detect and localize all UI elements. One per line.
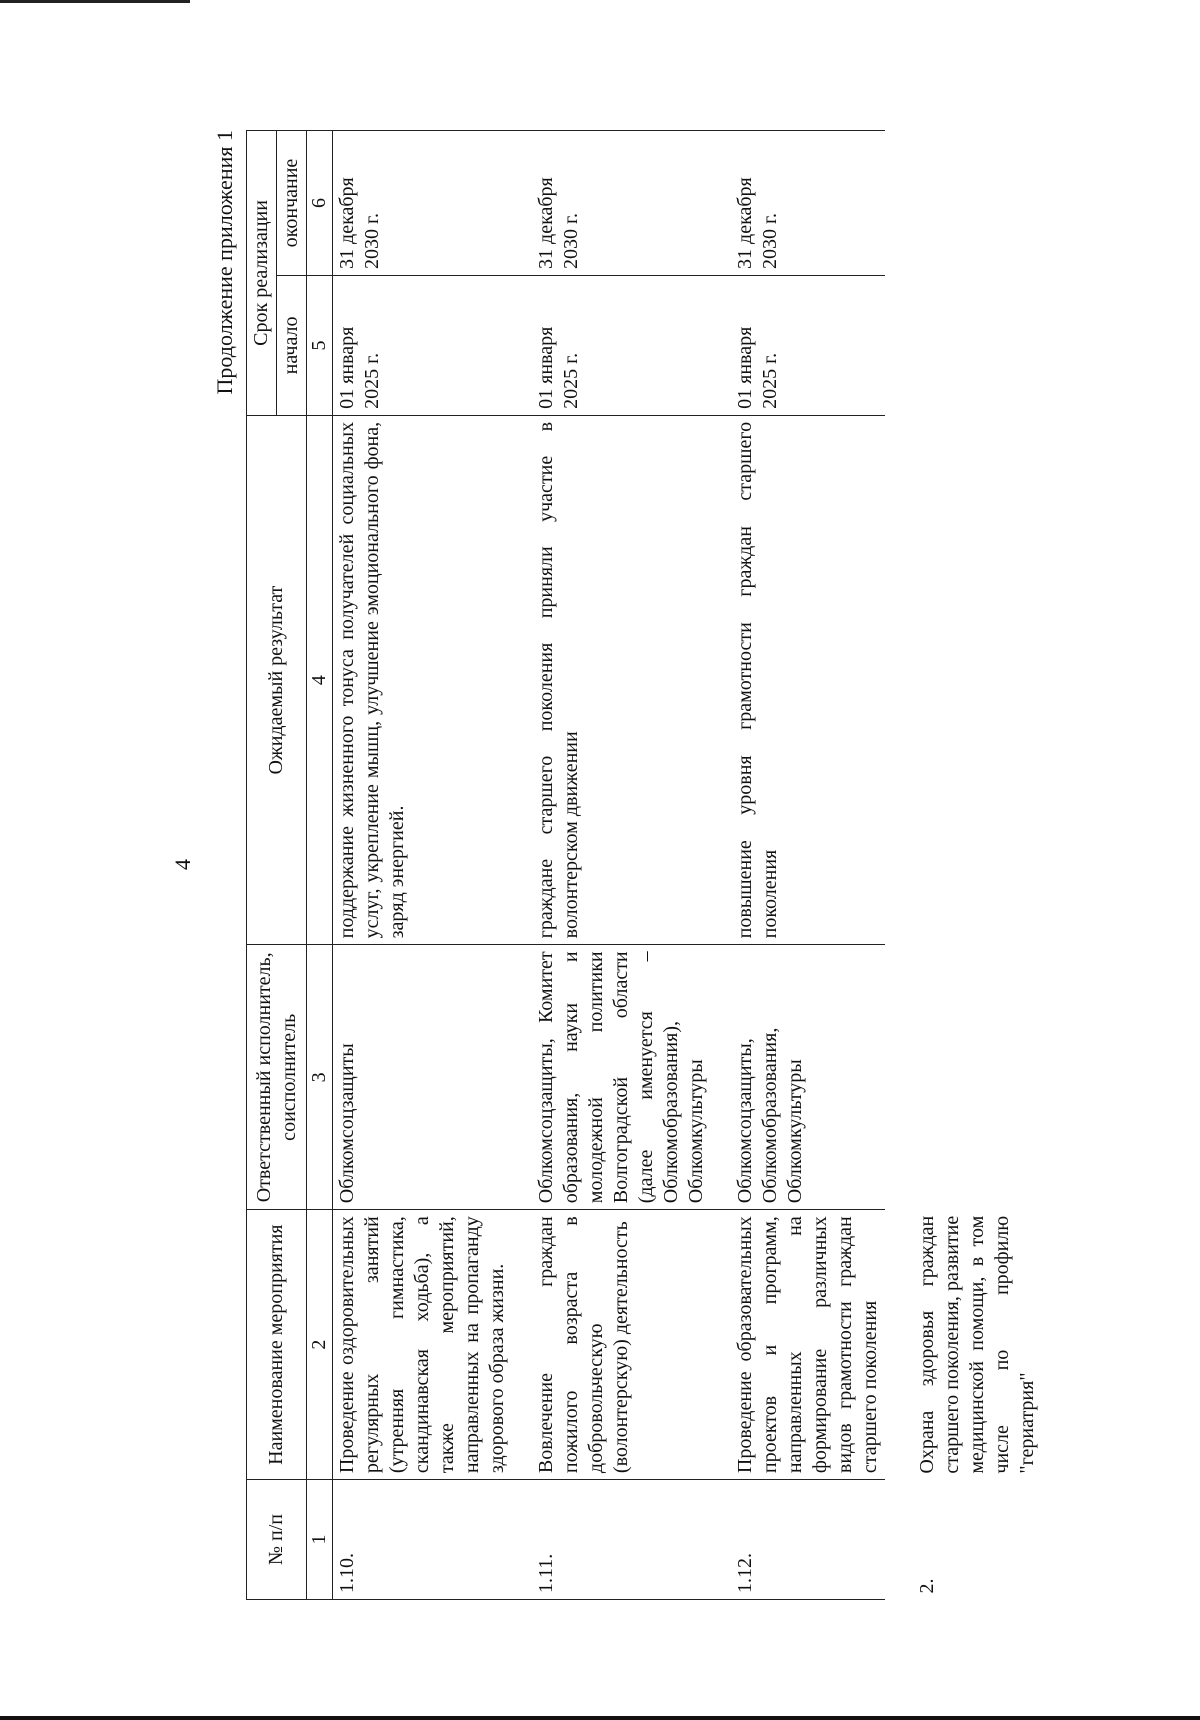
rotated-page	[150, 60, 1200, 1660]
row-start	[885, 275, 1042, 415]
header-start: начало	[277, 275, 307, 415]
page-frame	[150, 60, 1200, 1660]
header-term: Срок реализации	[247, 131, 277, 416]
column-numbers-row	[307, 131, 333, 1600]
scan-artifact-bottom	[0, 1716, 1200, 1720]
page-number: 4	[170, 859, 195, 870]
scan-artifact-top	[0, 0, 190, 3]
header-end: окончание	[277, 131, 307, 276]
row-name: Вовлечение граждан пожилого возраста в добровольческую (волонтерскую) деятельность	[512, 1210, 711, 1480]
header-name: Наименование мероприятия	[247, 1210, 307, 1480]
row-name: Проведение оздоровительных регулярных занятий (утренняя гимнастика, скандинавская ходьба), а также мероприятий, направленных на пропаганду здорового образа жизни.	[333, 1210, 513, 1480]
row-result: поддержание жизненного тонуса получателей социальных услуг, укрепление мышц, улучшение эмоционального фона, заряд энергией.	[333, 415, 513, 944]
row-responsible: Облкомсоцзащиты	[333, 945, 513, 1210]
header-result: Ожидаемый результат	[247, 415, 307, 944]
row-result: граждане старшего поколения приняли участие в волонтерском движении	[512, 415, 711, 944]
row-name: Охрана здоровья граждан старшего поколения, развитие медицинской помощи, в том числе по профилю "гериатрия"	[916, 1215, 1038, 1474]
row-responsible: Облкомсоцзащиты, Комитет образования, науки и молодежной политики Волгоградской области (далее именуется – Облкомобразования), Облкомкультуры	[512, 945, 711, 1210]
row-num: 1.12.	[711, 1480, 885, 1600]
row-responsible: Облкомсоцзащиты, Облкомобразования, Облкомкультуры	[711, 945, 885, 1210]
row-name: Проведение образовательных проектов и программ, направленных на формирование различных видов грамотности граждан старшего поколения	[711, 1210, 885, 1480]
continuation-label: Продолжение приложения 1	[212, 130, 237, 395]
col-number: 1	[307, 1480, 333, 1600]
row-start: 01 января 2025 г.	[333, 275, 513, 415]
activities-table	[246, 130, 1042, 1600]
table-row	[512, 131, 711, 1600]
header-responsible: Ответственный исполнитель, соисполнитель	[247, 945, 307, 1210]
col-number: 6	[307, 131, 333, 276]
row-responsible	[885, 945, 1042, 1210]
table-row	[885, 131, 1042, 1600]
row-result	[885, 415, 1042, 944]
row-num: 1.10.	[333, 1480, 513, 1600]
table-row	[333, 131, 513, 1600]
row-end: 31 декабря 2030 г.	[711, 131, 885, 276]
row-result: повышение уровня грамотности граждан старшего поколения	[711, 415, 885, 944]
header-num: № п/п	[247, 1480, 307, 1600]
row-end	[885, 131, 1042, 276]
row-start: 01 января 2025 г.	[512, 275, 711, 415]
row-num: 2.	[916, 1578, 938, 1594]
row-num: 1.11.	[512, 1480, 711, 1600]
table-row	[711, 131, 885, 1600]
col-number: 2	[307, 1210, 333, 1480]
col-number: 5	[307, 275, 333, 415]
row-start: 01 января 2025 г.	[711, 275, 885, 415]
col-number: 3	[307, 945, 333, 1210]
row-end: 31 декабря 2030 г.	[333, 131, 513, 276]
row-end: 31 декабря 2030 г.	[512, 131, 711, 276]
col-number: 4	[307, 415, 333, 944]
